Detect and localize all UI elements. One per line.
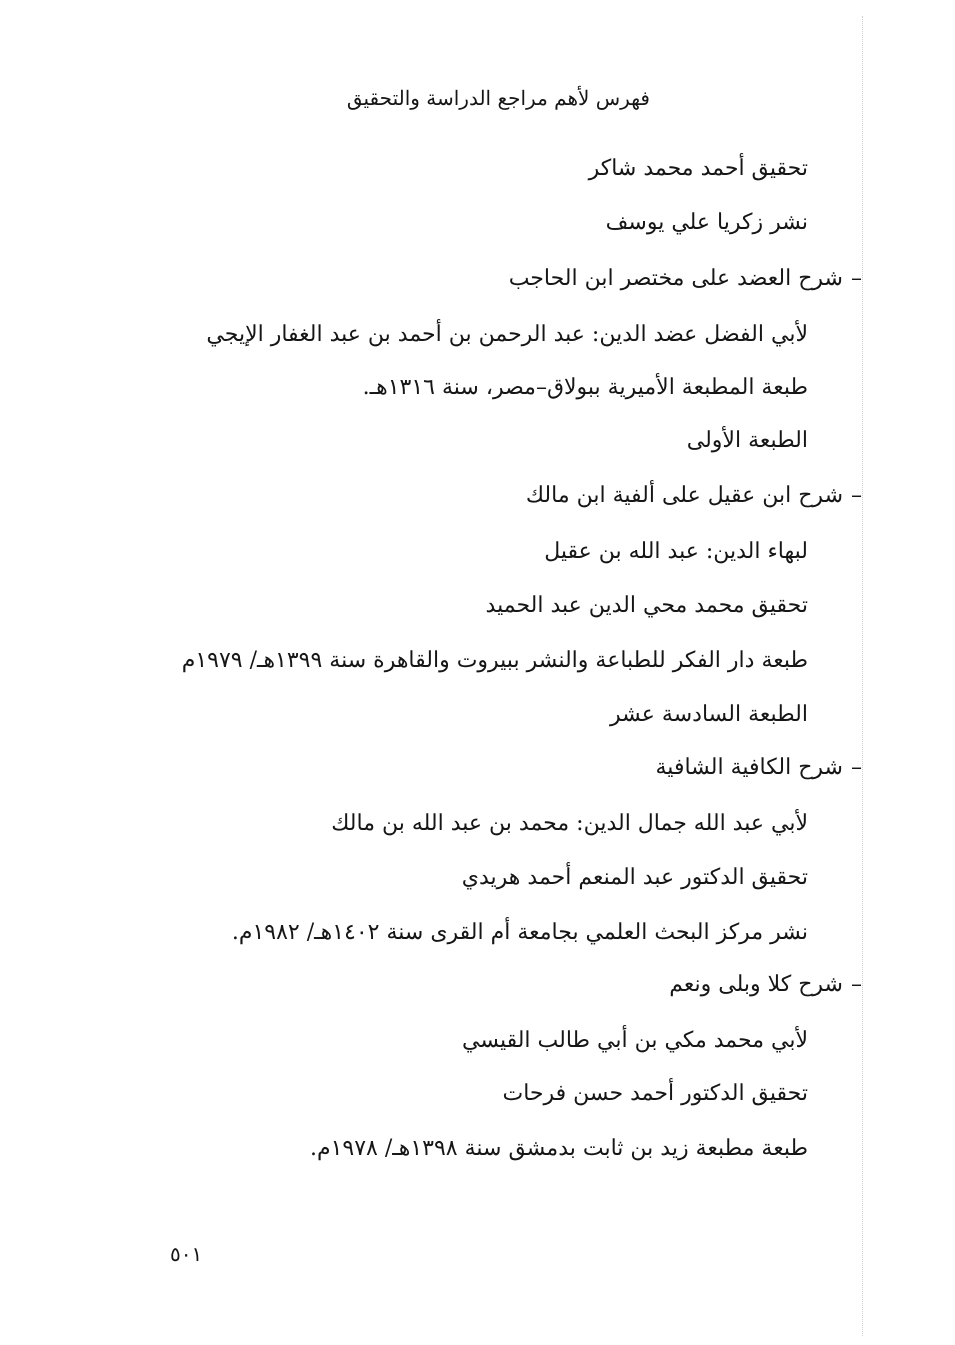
bibliography-line: لأبي عبد الله جمال الدين: محمد بن عبد الله بن مالك xyxy=(331,811,808,836)
title-text: شرح العضد على مختصر ابن الحاجب xyxy=(508,266,843,291)
bibliography-line: الطبعة الأولى xyxy=(686,428,808,453)
bibliography-line: لأبي الفضل عضد الدين: عبد الرحمن بن أحمد بن عبد الغفار الإيجي xyxy=(206,322,808,347)
page-number: ٥٠١ xyxy=(170,1242,203,1266)
bibliography-line: نشر زكريا علي يوسف xyxy=(605,210,808,235)
bibliography-line: طبعة دار الفكر للطباعة والنشر ببيروت والقاهرة سنة ١٣٩٩هـ/ ١٩٧٩م xyxy=(181,648,808,673)
running-header: فهرس لأهم مراجع الدراسة والتحقيق xyxy=(346,86,650,110)
bibliography-line: طبعة مطبعة زيد بن ثابت بدمشق سنة ١٣٩٨هـ/ ١٩٧٨م. xyxy=(309,1136,808,1161)
bibliography-line: تحقيق محمد محي الدين عبد الحميد xyxy=(485,593,808,618)
title-text: شرح ابن عقيل على ألفية ابن مالك xyxy=(525,483,843,508)
entry-dash: – xyxy=(851,266,862,291)
bibliography-line: لأبي محمد مكي بن أبي طالب القيسي xyxy=(462,1028,808,1053)
bibliography-line: الطبعة السادسة عشر xyxy=(610,702,808,727)
bibliography-title xyxy=(526,481,862,511)
title-text: شرح الكافية الشافية xyxy=(655,755,843,780)
entry-dash: – xyxy=(851,755,862,780)
bibliography-line: طبعة المطبعة الأميرية ببولاق–مصر، سنة ١٣١٦هـ. xyxy=(362,375,808,400)
bibliography-line: نشر مركز البحث العلمي بجامعة أم القرى سنة ١٤٠٢هـ/ ١٩٨٢م. xyxy=(231,920,808,945)
bibliography-line: لبهاء الدين: عبد الله بن عقيل xyxy=(544,539,808,564)
entry-dash: – xyxy=(851,972,862,997)
bibliography-title xyxy=(509,264,862,294)
bibliography-line: تحقيق الدكتور عبد المنعم أحمد هريدي xyxy=(461,865,808,890)
bibliography-title xyxy=(656,753,862,783)
margin-rule xyxy=(862,16,863,1336)
entry-dash: – xyxy=(851,483,862,508)
bibliography-line: تحقيق أحمد محمد شاكر xyxy=(588,156,808,181)
bibliography-title xyxy=(669,970,862,1000)
title-text: شرح كلا وبلى ونعم xyxy=(669,972,843,997)
bibliography-line: تحقيق الدكتور أحمد حسن فرحات xyxy=(502,1081,808,1106)
